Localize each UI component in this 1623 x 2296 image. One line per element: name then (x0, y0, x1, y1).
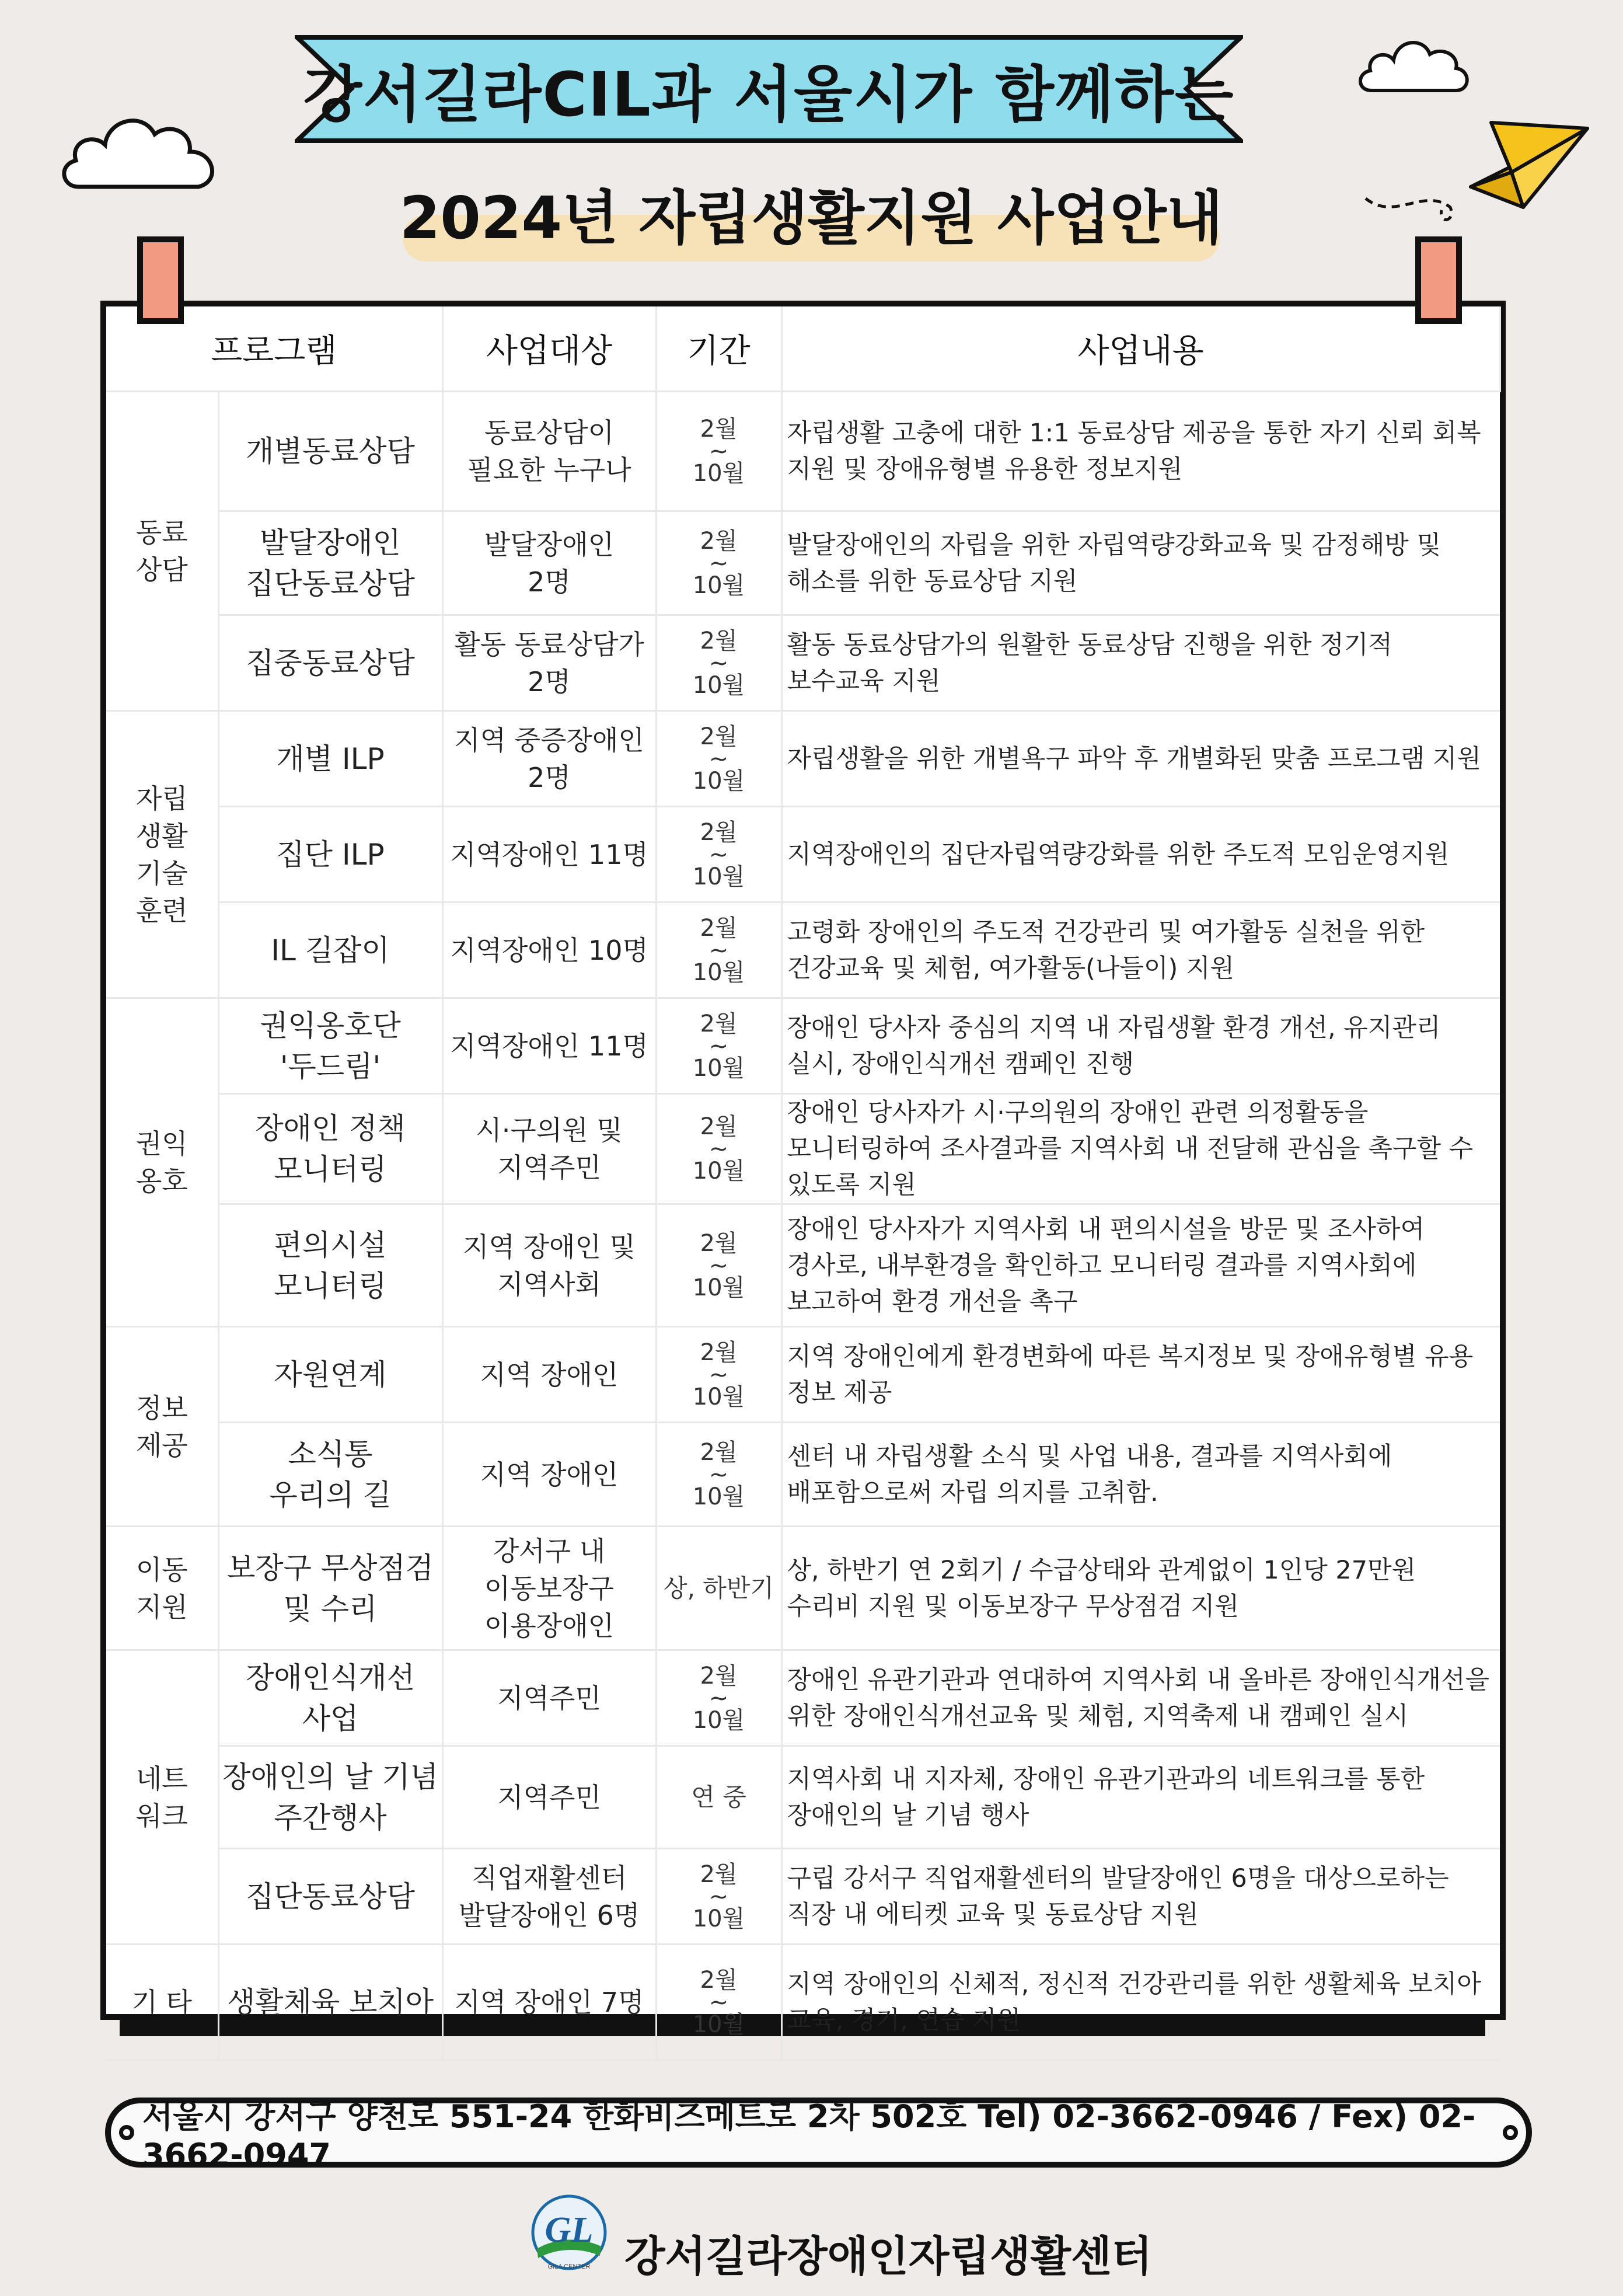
cell-line: 10월 (692, 863, 745, 890)
target-cell (442, 1204, 656, 1327)
cell-line: ~ (708, 841, 729, 868)
cell-line: 2월 (700, 527, 738, 555)
cell-line: 2월 (700, 416, 738, 443)
cell-line: 10월 (692, 1158, 745, 1184)
period-cell (656, 615, 781, 711)
cell-line: 보장구 무상점검 (227, 1551, 434, 1585)
cell-line: 지역 장애인 7명 (454, 1986, 644, 2018)
cell-line: 이용장애인 (484, 1609, 615, 1642)
cell-line: IL 길잡이 (271, 933, 390, 967)
cell-line: 발달장애인 (260, 525, 401, 560)
paper-plane-icon (1354, 105, 1593, 234)
table-row (106, 1204, 1500, 1327)
cell-line: 10월 (692, 1905, 745, 1932)
cell-line: 지역 장애인 (480, 1358, 619, 1391)
target-cell (442, 615, 656, 711)
cell-line: 상, 하반기 (664, 1573, 774, 1602)
description-cell: 고령화 장애인의 주도적 건강관리 및 여가활동 실천을 위한 건강교육 및 체험, 여가활동(나들이) 지원 (781, 903, 1500, 998)
cell-line: 연 중 (691, 1782, 746, 1811)
program-name-cell (218, 1746, 442, 1849)
description-cell: 자립생활을 위한 개별욕구 파악 후 개별화된 맞춤 프로그램 지원 (781, 711, 1500, 807)
cell-line: 이동보장구 (484, 1572, 615, 1604)
target-cell (442, 1423, 656, 1527)
target-cell (442, 1945, 656, 2060)
cell-line: 지역장애인 10명 (450, 934, 648, 966)
cell-line: 제공 (135, 1429, 188, 1461)
cell-line: 시·구의원 및 (476, 1114, 623, 1146)
bullet-ring-icon (119, 2125, 134, 2140)
description-cell: 지역사회 내 지자체, 장애인 유관기관과의 네트워크를 통한 장애인의 날 기념 행사 (781, 1746, 1500, 1849)
period-cell (656, 711, 781, 807)
target-cell (442, 998, 656, 1094)
period-cell (656, 998, 781, 1094)
cell-line: ~ (708, 1135, 729, 1162)
program-name-cell (218, 998, 442, 1094)
cell-line: 지역장애인 11명 (450, 1030, 648, 1062)
cell-line: ~ (708, 745, 729, 772)
organization-name: 강서길라장애인자립생활센터 (624, 2232, 1153, 2281)
cell-line: 10월 (692, 1054, 745, 1082)
program-name-cell (218, 1849, 442, 1945)
period-cell (656, 1423, 781, 1527)
table-row (106, 1849, 1500, 1945)
cell-line: ~ (708, 1684, 729, 1712)
program-name-cell (218, 1527, 442, 1650)
address-text: 서울시 강서구 양천로 551-24 한화비즈메트로 2차 502호 Tel) 02-3662-0946 / Fex) 02-3662-0947 (142, 2098, 1476, 2173)
description-cell: 장애인 당사자가 지역사회 내 편의시설을 방문 및 조사하여 경사로, 내부환경을 확인하고 모니터링 결과를 지역사회에 보고하여 환경 개선을 촉구 (781, 1204, 1500, 1327)
cell-line: 2월 (700, 818, 738, 846)
cell-line: 기술 (135, 857, 188, 889)
program-name-cell (218, 807, 442, 903)
logo-icon (525, 2190, 613, 2278)
program-name-cell (218, 615, 442, 711)
logo-caption: GILA CENTER (547, 2263, 591, 2270)
cell-line: 정보 (135, 1392, 188, 1424)
description-cell: 장애인 당사자 중심의 지역 내 자립생활 환경 개선, 유지관리 실시, 장애인식개선 캠페인 진행 (781, 998, 1500, 1094)
category-cell (106, 1945, 218, 2060)
cell-line: 10월 (692, 1483, 745, 1510)
cell-line: 지역 장애인 및 (463, 1231, 636, 1263)
table-row (106, 511, 1500, 615)
category-cell (106, 1327, 218, 1527)
category-cell (106, 998, 218, 1327)
cell-line: 권익옹호단 (260, 1008, 401, 1043)
column-header-program: 프로그램 (106, 306, 442, 392)
cell-line: 장애인식개선 (246, 1660, 415, 1695)
cell-line: 10월 (692, 959, 745, 986)
table-row (106, 1327, 1500, 1423)
program-name-cell (218, 711, 442, 807)
table-row (106, 1746, 1500, 1849)
cell-line: 장애인 정책 (255, 1112, 406, 1145)
cell-line: 권익 (135, 1128, 188, 1159)
table-row (106, 1650, 1500, 1746)
description-cell: 장애인 유관기관과 연대하여 지역사회 내 올바른 장애인식개선을 위한 장애인식개선교육 및 체험, 지역축제 내 캠페인 실시 (781, 1650, 1500, 1746)
period-cell (656, 511, 781, 615)
program-name-cell (218, 1094, 442, 1204)
cell-line: 주간행사 (274, 1800, 387, 1835)
period-cell (656, 1327, 781, 1423)
cell-line: 지역주민 (497, 1152, 601, 1183)
period-cell (656, 1204, 781, 1327)
program-name-cell (218, 1423, 442, 1527)
cell-line: 2명 (528, 666, 571, 698)
cell-line: 집단 ILP (276, 837, 385, 872)
cell-line: 지역사회 (497, 1268, 601, 1300)
target-cell (442, 1094, 656, 1204)
cell-line: ~ (708, 438, 729, 465)
table-row (106, 711, 1500, 807)
column-header-target: 사업대상 (442, 306, 656, 392)
description-cell: 활동 동료상담가의 원활한 동료상담 진행을 위한 정기적 보수교육 지원 (781, 615, 1500, 711)
period-cell (656, 903, 781, 998)
cell-line: 10월 (692, 671, 745, 699)
cell-line: 모니터링 (274, 1269, 387, 1303)
cell-line: 집중동료상담 (246, 646, 415, 680)
bullet-ring-icon (1503, 2125, 1518, 2140)
cell-line: 지역장애인 11명 (450, 838, 648, 870)
cell-line: 2명 (528, 761, 571, 793)
cell-line: 우리의 길 (269, 1478, 392, 1512)
target-cell (442, 1327, 656, 1423)
cell-line: 옹호 (135, 1165, 188, 1197)
cell-line: 개별 ILP (276, 741, 385, 776)
cell-line: 기 타 (131, 1986, 192, 2018)
cell-line: 모니터링 (274, 1152, 387, 1186)
cell-line: ~ (708, 936, 729, 964)
cell-line: ~ (708, 1988, 729, 2016)
description-cell: 지역 장애인의 신체적, 정신적 건강관리를 위한 생활체육 보치아 교육, 경기, 연습 지원 (781, 1945, 1500, 2060)
program-name-cell (218, 1327, 442, 1423)
cell-line: 10월 (692, 460, 745, 487)
logo-text: GL (545, 2210, 594, 2250)
table-row (106, 1945, 1500, 2060)
cell-line: 워크 (135, 1800, 188, 1832)
cell-line: 2월 (700, 1662, 738, 1689)
period-cell (656, 1527, 781, 1650)
category-cell (106, 392, 218, 711)
cell-line: 2월 (700, 1229, 738, 1257)
cloud-icon (1354, 26, 1471, 99)
cell-line: 활동 동료상담가 (454, 628, 644, 660)
cell-line: 지역주민 (497, 1781, 601, 1813)
cell-line: 및 수리 (283, 1591, 378, 1626)
table-row (106, 392, 1500, 511)
cell-line: 자원연계 (274, 1357, 387, 1392)
target-cell (442, 711, 656, 807)
cell-line: ~ (708, 1461, 729, 1488)
table-row (106, 615, 1500, 711)
period-cell (656, 392, 781, 511)
cell-line: 발달장애인 6명 (458, 1899, 640, 1931)
cell-line: ~ (708, 1361, 729, 1388)
program-name-cell (218, 1945, 442, 2060)
cell-line: 2명 (528, 566, 571, 598)
cell-line: 이동 (135, 1553, 188, 1586)
period-cell (656, 1746, 781, 1849)
column-header-period: 기간 (656, 306, 781, 392)
cell-line: 10월 (692, 2011, 745, 2038)
cell-line: 2월 (700, 1966, 738, 1994)
description-cell: 상, 하반기 연 2회기 / 수급상태와 관계없이 1인당 27만원 수리비 지원 및 이동보장구 무상점검 지원 (781, 1527, 1500, 1650)
address-bar (105, 2098, 1532, 2173)
cell-line: 발달장애인 (484, 528, 615, 560)
cell-line: 2월 (700, 627, 738, 654)
description-cell: 지역장애인의 집단자립역량강화를 위한 주도적 모임운영지원 (781, 807, 1500, 903)
cell-line: 2월 (700, 723, 738, 750)
cell-line: 2월 (700, 1339, 738, 1366)
table-row (106, 1423, 1500, 1527)
cell-line: 사업 (302, 1701, 359, 1736)
cell-line: 동료상담이 (484, 417, 615, 448)
description-cell: 지역 장애인에게 환경변화에 따른 복지정보 및 장애유형별 유용 정보 제공 (781, 1327, 1500, 1423)
cell-line: 2월 (700, 1861, 738, 1888)
target-cell (442, 1527, 656, 1650)
cell-line: 직업재활센터 (471, 1862, 627, 1894)
category-cell (106, 711, 218, 998)
cell-line: ~ (708, 549, 729, 577)
description-cell: 발달장애인의 자립을 위한 자립역량강화교육 및 감정해방 및 해소를 위한 동료상담 지원 (781, 511, 1500, 615)
table-row (106, 1094, 1500, 1204)
cell-line: 2월 (700, 1113, 738, 1140)
period-cell (656, 1849, 781, 1945)
cell-line: 훈련 (135, 894, 188, 926)
cloud-icon (55, 99, 225, 198)
cell-line: 장애인의 날 기념 (222, 1760, 438, 1794)
cell-line: 자립 (135, 782, 188, 814)
category-cell (106, 1527, 218, 1650)
program-name-cell (218, 1204, 442, 1327)
cell-line: 2월 (700, 1438, 738, 1466)
cell-line: ~ (708, 1032, 729, 1060)
cell-line: 소식통 (288, 1437, 373, 1471)
description-cell: 자립생활 고충에 대한 1:1 동료상담 제공을 통한 자기 신뢰 회복 지원 및 장애유형별 유용한 정보지원 (781, 392, 1500, 511)
table-row (106, 807, 1500, 903)
table-row (106, 1527, 1500, 1650)
program-name-cell (218, 511, 442, 615)
target-cell (442, 1849, 656, 1945)
cell-line: ~ (708, 649, 729, 677)
cell-line: 10월 (692, 767, 745, 795)
banner-title: 강서길라CIL과 서울시가 함께하는 (303, 58, 1235, 130)
cell-line: 생활 (135, 820, 188, 852)
target-cell (442, 1650, 656, 1746)
cell-line: 강서구 내 (493, 1535, 606, 1567)
cell-line: 동료 (135, 517, 188, 548)
cell-line: 필요한 누구나 (467, 454, 631, 486)
target-cell (442, 1746, 656, 1849)
table-header-row (106, 306, 1500, 392)
cell-line: 10월 (692, 1706, 745, 1734)
cell-line: 2월 (700, 914, 738, 942)
table-row (106, 998, 1500, 1094)
cell-line: 지역주민 (497, 1682, 601, 1714)
target-cell (442, 392, 656, 511)
program-name-cell (218, 392, 442, 511)
description-cell: 센터 내 자립생활 소식 및 사업 내용, 결과를 지역사회에 배포함으로써 자립 의지를 고취함. (781, 1423, 1500, 1527)
description-cell: 구립 강서구 직업재활센터의 발달장애인 6명을 대상으로하는 직장 내 에티켓 교육 및 동료상담 지원 (781, 1849, 1500, 1945)
page-title: 2024년 자립생활지원 사업안내 (399, 184, 1223, 252)
program-table (106, 306, 1501, 2061)
cell-line: 편의시설 (274, 1228, 387, 1262)
cell-line: 10월 (692, 1383, 745, 1410)
table-row (106, 903, 1500, 998)
cell-line: ~ (708, 1252, 729, 1279)
cell-line: 개별동료상담 (246, 434, 415, 468)
category-cell (106, 1650, 218, 1945)
cell-line: 지역 중증장애인 (454, 724, 644, 756)
target-cell (442, 807, 656, 903)
cell-line: 네트 (135, 1762, 188, 1795)
target-cell (442, 903, 656, 998)
period-cell (656, 1094, 781, 1204)
cell-line: 10월 (692, 1274, 745, 1301)
cell-line: 지역 장애인 (480, 1458, 619, 1490)
target-cell (442, 511, 656, 615)
cell-line: 10월 (692, 572, 745, 599)
cell-line: 지원 (135, 1591, 188, 1623)
period-cell (656, 1650, 781, 1746)
program-name-cell (218, 903, 442, 998)
cell-line: 집단동료상담 (246, 566, 415, 601)
cell-line: 2월 (700, 1010, 738, 1037)
cell-line: '두드림' (280, 1049, 381, 1083)
period-cell (656, 807, 781, 903)
column-header-content: 사업내용 (781, 306, 1500, 392)
description-cell: 장애인 당사자가 시·구의원의 장애인 관련 의정활동을 모니터링하여 조사결과를 지역사회 내 전달해 관심을 촉구할 수 있도록 지원 (781, 1094, 1500, 1204)
cell-line: 생활체육 보치아 (227, 1985, 434, 2019)
cell-line: ~ (708, 1883, 729, 1910)
program-name-cell (218, 1650, 442, 1746)
cell-line: 집단동료상담 (246, 1879, 415, 1914)
period-cell (656, 1945, 781, 2060)
cell-line: 상담 (135, 554, 188, 586)
